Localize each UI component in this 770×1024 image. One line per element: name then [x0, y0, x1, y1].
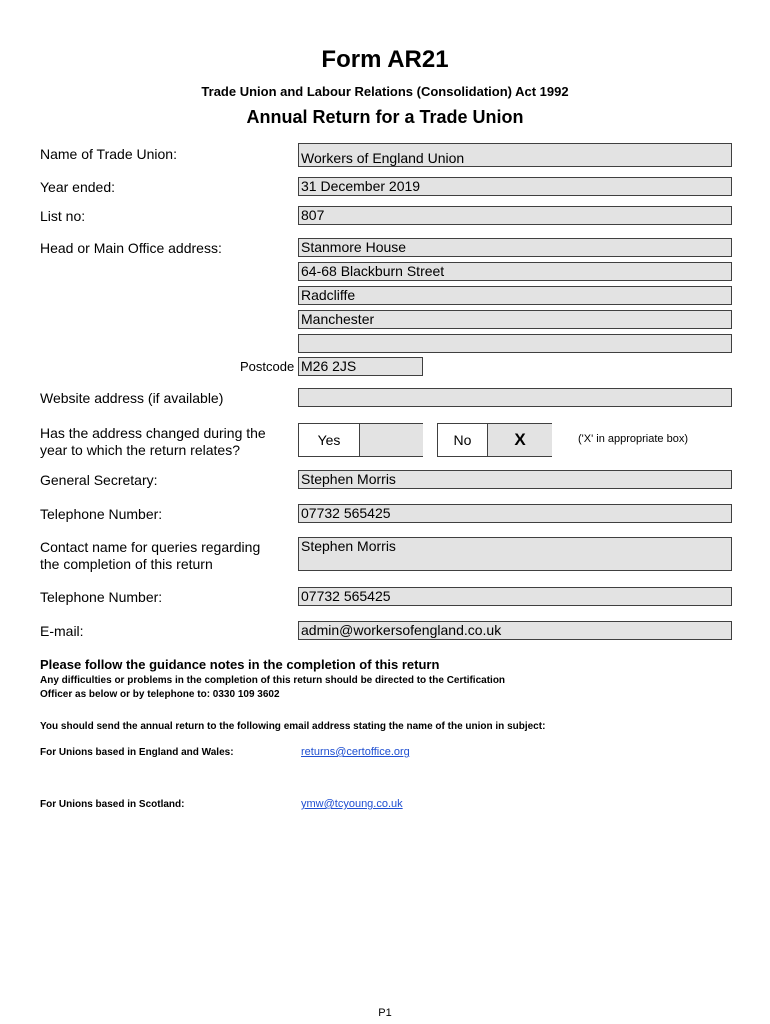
list-no-field[interactable]: 807: [298, 206, 732, 225]
contact-label-2: the completion of this return: [40, 556, 213, 572]
mark-note: ('X' in appropriate box): [578, 433, 688, 445]
act-subtitle: Trade Union and Labour Relations (Consolidation) Act 1992: [201, 84, 569, 99]
telephone2-label: Telephone Number:: [40, 589, 163, 605]
no-checkbox[interactable]: X: [487, 424, 552, 456]
address-line-2[interactable]: 64-68 Blackburn Street: [298, 262, 732, 281]
postcode-label: Postcode: [240, 359, 295, 374]
address-line-3[interactable]: Radcliffe: [298, 286, 732, 305]
yes-checkbox[interactable]: [359, 424, 423, 456]
address-line-4[interactable]: Manchester: [298, 310, 732, 329]
address-changed-label-1: Has the address changed during the: [40, 425, 266, 441]
postcode-field[interactable]: M26 2JS: [298, 357, 423, 376]
telephone-label: Telephone Number:: [40, 506, 163, 522]
no-label: No: [453, 432, 472, 448]
union-name-label: Name of Trade Union:: [40, 146, 177, 162]
address-line-5[interactable]: [298, 334, 732, 353]
gen-sec-field[interactable]: Stephen Morris: [298, 470, 732, 489]
england-email-link[interactable]: returns@certoffice.org: [301, 746, 410, 758]
address-line-1[interactable]: Stanmore House: [298, 238, 732, 257]
form-title: Form AR21: [321, 46, 449, 73]
website-label: Website address (if available): [40, 390, 224, 406]
website-field[interactable]: [298, 388, 732, 407]
send-instructions: You should send the annual return to the following email address stating the name of the union in subject:: [40, 721, 546, 732]
guidance-line-1: Any difficulties or problems in the completion of this return should be directed to the Certification: [40, 675, 506, 686]
scotland-email-link[interactable]: ymw@tcyoung.co.uk: [301, 798, 403, 810]
no-option[interactable]: [437, 423, 552, 457]
address-changed-label-2: year to which the return relates?: [40, 442, 240, 458]
list-no-label: List no:: [40, 208, 86, 224]
telephone2-field[interactable]: 07732 565425: [298, 587, 732, 606]
telephone-field[interactable]: 07732 565425: [298, 504, 732, 523]
gen-sec-label: General Secretary:: [40, 472, 158, 488]
address-label: Head or Main Office address:: [40, 240, 222, 256]
email-label: E-mail:: [40, 623, 84, 639]
contact-label-1: Contact name for queries regarding: [40, 539, 261, 555]
year-ended-field[interactable]: 31 December 2019: [298, 177, 732, 196]
contact-field[interactable]: Stephen Morris: [298, 537, 732, 571]
union-name-field[interactable]: Workers of England Union: [298, 143, 732, 167]
email-field[interactable]: admin@workersofengland.co.uk: [298, 621, 732, 640]
guidance-heading: Please follow the guidance notes in the completion of this return: [40, 657, 440, 672]
yes-option[interactable]: [298, 423, 423, 457]
guidance-line-2: Officer as below or by telephone to: 0330 109 3602: [40, 689, 280, 700]
yes-label: Yes: [317, 432, 341, 448]
scotland-label: For Unions based in Scotland:: [40, 799, 185, 810]
form-heading: Annual Return for a Trade Union: [246, 107, 524, 127]
page-number: P1: [378, 1007, 392, 1019]
year-ended-label: Year ended:: [40, 179, 115, 195]
england-label: For Unions based in England and Wales:: [40, 747, 234, 758]
